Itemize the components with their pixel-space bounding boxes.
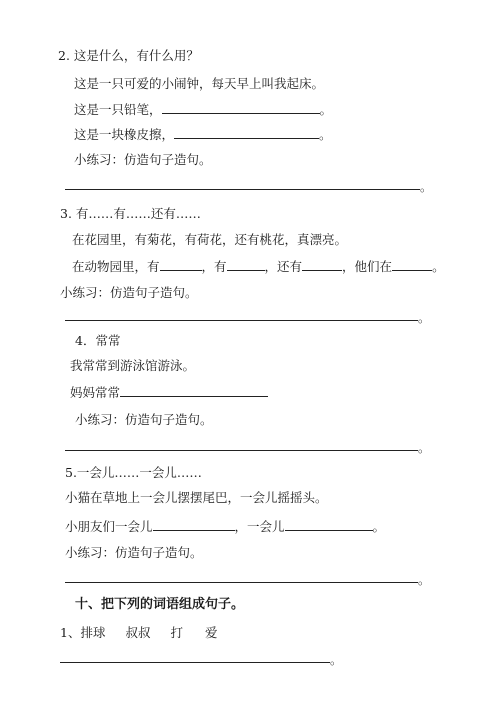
answer-rule[interactable] bbox=[60, 662, 330, 663]
answer-blank[interactable] bbox=[392, 258, 432, 271]
answer-blank[interactable] bbox=[153, 518, 235, 531]
word: 叔叔 bbox=[125, 625, 151, 640]
q3-fill-part: ，有 bbox=[201, 259, 227, 274]
period: 。 bbox=[372, 519, 386, 534]
word: 排球 bbox=[80, 625, 106, 640]
period: 。 bbox=[319, 127, 332, 142]
answer-blank[interactable] bbox=[302, 258, 342, 271]
answer-blank[interactable] bbox=[174, 126, 319, 139]
q2-fill-line-2 bbox=[74, 126, 332, 143]
q3-title: 3. 有……有……还有…… bbox=[60, 206, 201, 221]
q3-example: 在花园里，有菊花，有荷花，还有桃花，真漂亮。 bbox=[72, 232, 348, 247]
period: 。 bbox=[418, 311, 431, 325]
q4-fill-prefix: 妈妈常常 bbox=[70, 385, 121, 400]
period: 。 bbox=[420, 180, 433, 194]
q2-title: 2. 这是什么，有什么用？ bbox=[58, 48, 199, 63]
q5-title: 5.一会儿……一会儿…… bbox=[65, 465, 202, 480]
answer-rule[interactable] bbox=[65, 582, 418, 583]
q4-fill-line bbox=[70, 384, 268, 401]
q3-fill-part: 在动物园里，有 bbox=[72, 259, 160, 274]
q5-example: 小猫在草地上一会儿摆摆尾巴，一会儿摇摇头。 bbox=[65, 490, 328, 505]
q4-practice: 小练习：仿造句子造句。 bbox=[75, 412, 213, 427]
q3-practice: 小练习：仿造句子造句。 bbox=[60, 285, 198, 300]
answer-blank[interactable] bbox=[285, 518, 373, 531]
q5-fill-part: ，一会儿 bbox=[234, 519, 285, 534]
q4-example: 我常常到游泳馆游泳。 bbox=[70, 358, 196, 373]
q2-fill-1-prefix: 这是一只铅笔， bbox=[74, 102, 162, 117]
period: 。 bbox=[319, 102, 333, 117]
q5-fill-line bbox=[65, 518, 385, 535]
answer-blank[interactable] bbox=[120, 384, 268, 397]
period: 。 bbox=[418, 441, 431, 455]
q4-title: 4．常常 bbox=[75, 333, 121, 348]
word: 爱 bbox=[204, 625, 218, 640]
answer-blank[interactable] bbox=[227, 258, 265, 271]
section-10-heading: 十、把下列的词语组成句子。 bbox=[75, 597, 245, 612]
answer-blank[interactable] bbox=[160, 258, 202, 271]
q3-fill-line bbox=[72, 258, 445, 275]
answer-rule[interactable] bbox=[65, 450, 418, 451]
item-label: 1、 bbox=[60, 625, 81, 640]
answer-rule[interactable] bbox=[65, 189, 420, 190]
q3-fill-part: ，还有 bbox=[264, 259, 303, 274]
q2-fill-line-1 bbox=[74, 101, 332, 118]
period: 。 bbox=[432, 259, 445, 274]
period: 。 bbox=[330, 653, 343, 667]
period: 。 bbox=[418, 573, 431, 587]
q2-fill-2-prefix: 这是一块橡皮擦， bbox=[74, 127, 175, 142]
answer-rule[interactable] bbox=[65, 320, 418, 321]
answer-blank[interactable] bbox=[162, 101, 320, 114]
q5-practice: 小练习：仿造句子造句。 bbox=[65, 545, 203, 560]
q5-fill-part: 小朋友们一会儿 bbox=[65, 519, 153, 534]
q2-example: 这是一只可爱的小闹钟，每天早上叫我起床。 bbox=[74, 76, 325, 91]
word: 打 bbox=[170, 625, 183, 640]
section-10-item-1 bbox=[60, 625, 217, 641]
q3-fill-part: ，他们在 bbox=[342, 259, 393, 274]
q2-practice: 小练习：仿造句子造句。 bbox=[74, 152, 212, 167]
